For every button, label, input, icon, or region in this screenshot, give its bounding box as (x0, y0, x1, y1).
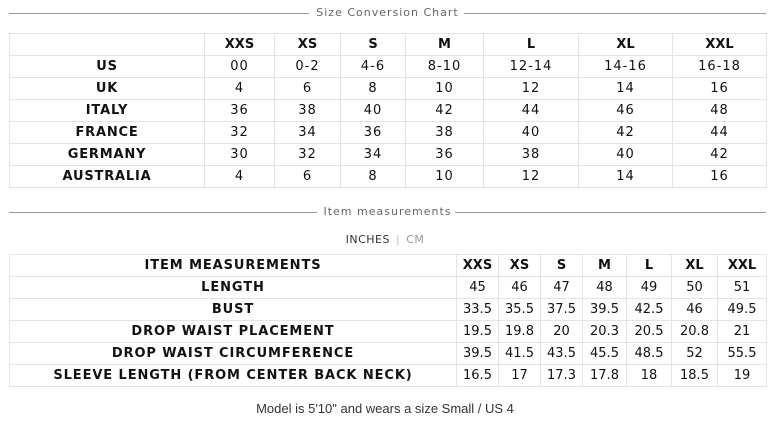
row-label: US (10, 56, 205, 78)
table-cell: 47 (541, 277, 583, 299)
table-cell: 16 (673, 78, 767, 100)
table-cell: 00 (205, 56, 275, 78)
table-cell: 16-18 (673, 56, 767, 78)
table-cell: 42.5 (627, 299, 672, 321)
measurements-title-divider (9, 205, 766, 219)
table-cell: 19 (718, 365, 767, 387)
table-cell: 39.5 (583, 299, 627, 321)
table-cell: 40 (579, 144, 673, 166)
table-cell: 14 (579, 78, 673, 100)
table-row (10, 299, 767, 321)
table-cell: 45.5 (583, 343, 627, 365)
conversion-size-header: XS (275, 34, 341, 56)
conversion-size-header: L (484, 34, 579, 56)
table-cell: 42 (673, 144, 767, 166)
unit-toggle (0, 233, 770, 247)
table-cell: 8 (341, 166, 406, 188)
table-cell: 10 (406, 166, 484, 188)
table-row (10, 56, 767, 78)
measurements-size-header: L (627, 255, 672, 277)
table-cell: 40 (341, 100, 406, 122)
table-cell: 40 (484, 122, 579, 144)
size-conversion-table (9, 33, 767, 188)
table-cell: 50 (672, 277, 718, 299)
table-cell: 38 (484, 144, 579, 166)
measurements-size-header: M (583, 255, 627, 277)
table-cell: 36 (205, 100, 275, 122)
table-row (10, 144, 767, 166)
table-cell: 48 (673, 100, 767, 122)
table-cell: 33.5 (457, 299, 499, 321)
table-cell: 17.3 (541, 365, 583, 387)
table-cell: 36 (341, 122, 406, 144)
table-cell: 4 (205, 166, 275, 188)
table-cell: 38 (275, 100, 341, 122)
conversion-size-header: XL (579, 34, 673, 56)
row-label: FRANCE (10, 122, 205, 144)
unit-cm-tab[interactable]: CM (406, 233, 425, 246)
table-cell: 20 (541, 321, 583, 343)
table-cell: 36 (406, 144, 484, 166)
table-cell: 18.5 (672, 365, 718, 387)
table-cell: 49 (627, 277, 672, 299)
table-cell: 42 (579, 122, 673, 144)
conversion-size-header: M (406, 34, 484, 56)
table-cell: 45 (457, 277, 499, 299)
table-cell: 20.5 (627, 321, 672, 343)
row-label: AUSTRALIA (10, 166, 205, 188)
table-cell: 30 (205, 144, 275, 166)
table-cell: 48 (583, 277, 627, 299)
table-cell: 12 (484, 166, 579, 188)
table-cell: 19.5 (457, 321, 499, 343)
table-cell: 32 (275, 144, 341, 166)
table-cell: 19.8 (499, 321, 541, 343)
row-label: DROP WAIST PLACEMENT (10, 321, 457, 343)
measurements-size-header: XL (672, 255, 718, 277)
conversion-header-row (10, 34, 767, 56)
conversion-size-header: XXS (205, 34, 275, 56)
table-row (10, 78, 767, 100)
model-size-note: Model is 5'10" and wears a size Small / US 4 (256, 401, 514, 416)
conversion-title-divider (9, 6, 766, 20)
measurements-title: Item measurements (323, 205, 452, 218)
table-cell: 52 (672, 343, 718, 365)
measurements-header-row (10, 255, 767, 277)
table-cell: 46 (672, 299, 718, 321)
row-label: SLEEVE LENGTH (FROM CENTER BACK NECK) (10, 365, 457, 387)
table-cell: 43.5 (541, 343, 583, 365)
row-label: ITALY (10, 100, 205, 122)
table-cell: 48.5 (627, 343, 672, 365)
table-cell: 20.8 (672, 321, 718, 343)
table-cell: 12-14 (484, 56, 579, 78)
table-cell: 41.5 (499, 343, 541, 365)
table-cell: 34 (275, 122, 341, 144)
table-cell: 55.5 (718, 343, 767, 365)
table-cell: 21 (718, 321, 767, 343)
table-row (10, 321, 767, 343)
row-label: DROP WAIST CIRCUMFERENCE (10, 343, 457, 365)
measurements-size-header: XXS (457, 255, 499, 277)
table-cell: 51 (718, 277, 767, 299)
conversion-size-header: S (341, 34, 406, 56)
table-cell: 49.5 (718, 299, 767, 321)
table-cell: 16.5 (457, 365, 499, 387)
item-measurements-table (9, 254, 767, 387)
table-cell: 12 (484, 78, 579, 100)
measurements-size-header: XS (499, 255, 541, 277)
table-row (10, 365, 767, 387)
row-label: GERMANY (10, 144, 205, 166)
table-cell: 18 (627, 365, 672, 387)
table-cell: 14 (579, 166, 673, 188)
table-cell: 8-10 (406, 56, 484, 78)
table-row (10, 277, 767, 299)
table-row (10, 166, 767, 188)
measurements-header-label: ITEM MEASUREMENTS (10, 255, 457, 277)
table-row (10, 122, 767, 144)
table-cell: 42 (406, 100, 484, 122)
measurements-size-header: S (541, 255, 583, 277)
table-cell: 4 (205, 78, 275, 100)
conversion-title: Size Conversion Chart (316, 6, 459, 19)
table-cell: 39.5 (457, 343, 499, 365)
table-cell: 46 (499, 277, 541, 299)
measurements-size-header: XXL (718, 255, 767, 277)
table-cell: 38 (406, 122, 484, 144)
table-row (10, 343, 767, 365)
table-cell: 6 (275, 166, 341, 188)
table-cell: 46 (579, 100, 673, 122)
table-cell: 20.3 (583, 321, 627, 343)
conversion-corner-cell (10, 34, 205, 56)
table-cell: 8 (341, 78, 406, 100)
unit-separator: | (395, 233, 401, 246)
table-cell: 17 (499, 365, 541, 387)
table-cell: 44 (673, 122, 767, 144)
row-label: LENGTH (10, 277, 457, 299)
table-cell: 35.5 (499, 299, 541, 321)
table-cell: 10 (406, 78, 484, 100)
table-cell: 17.8 (583, 365, 627, 387)
row-label: UK (10, 78, 205, 100)
row-label: BUST (10, 299, 457, 321)
table-row (10, 100, 767, 122)
table-cell: 14-16 (579, 56, 673, 78)
table-cell: 37.5 (541, 299, 583, 321)
conversion-size-header: XXL (673, 34, 767, 56)
table-cell: 4-6 (341, 56, 406, 78)
table-cell: 16 (673, 166, 767, 188)
table-cell: 0-2 (275, 56, 341, 78)
unit-inches-tab[interactable]: INCHES (345, 233, 390, 246)
table-cell: 44 (484, 100, 579, 122)
table-cell: 6 (275, 78, 341, 100)
table-cell: 34 (341, 144, 406, 166)
table-cell: 32 (205, 122, 275, 144)
